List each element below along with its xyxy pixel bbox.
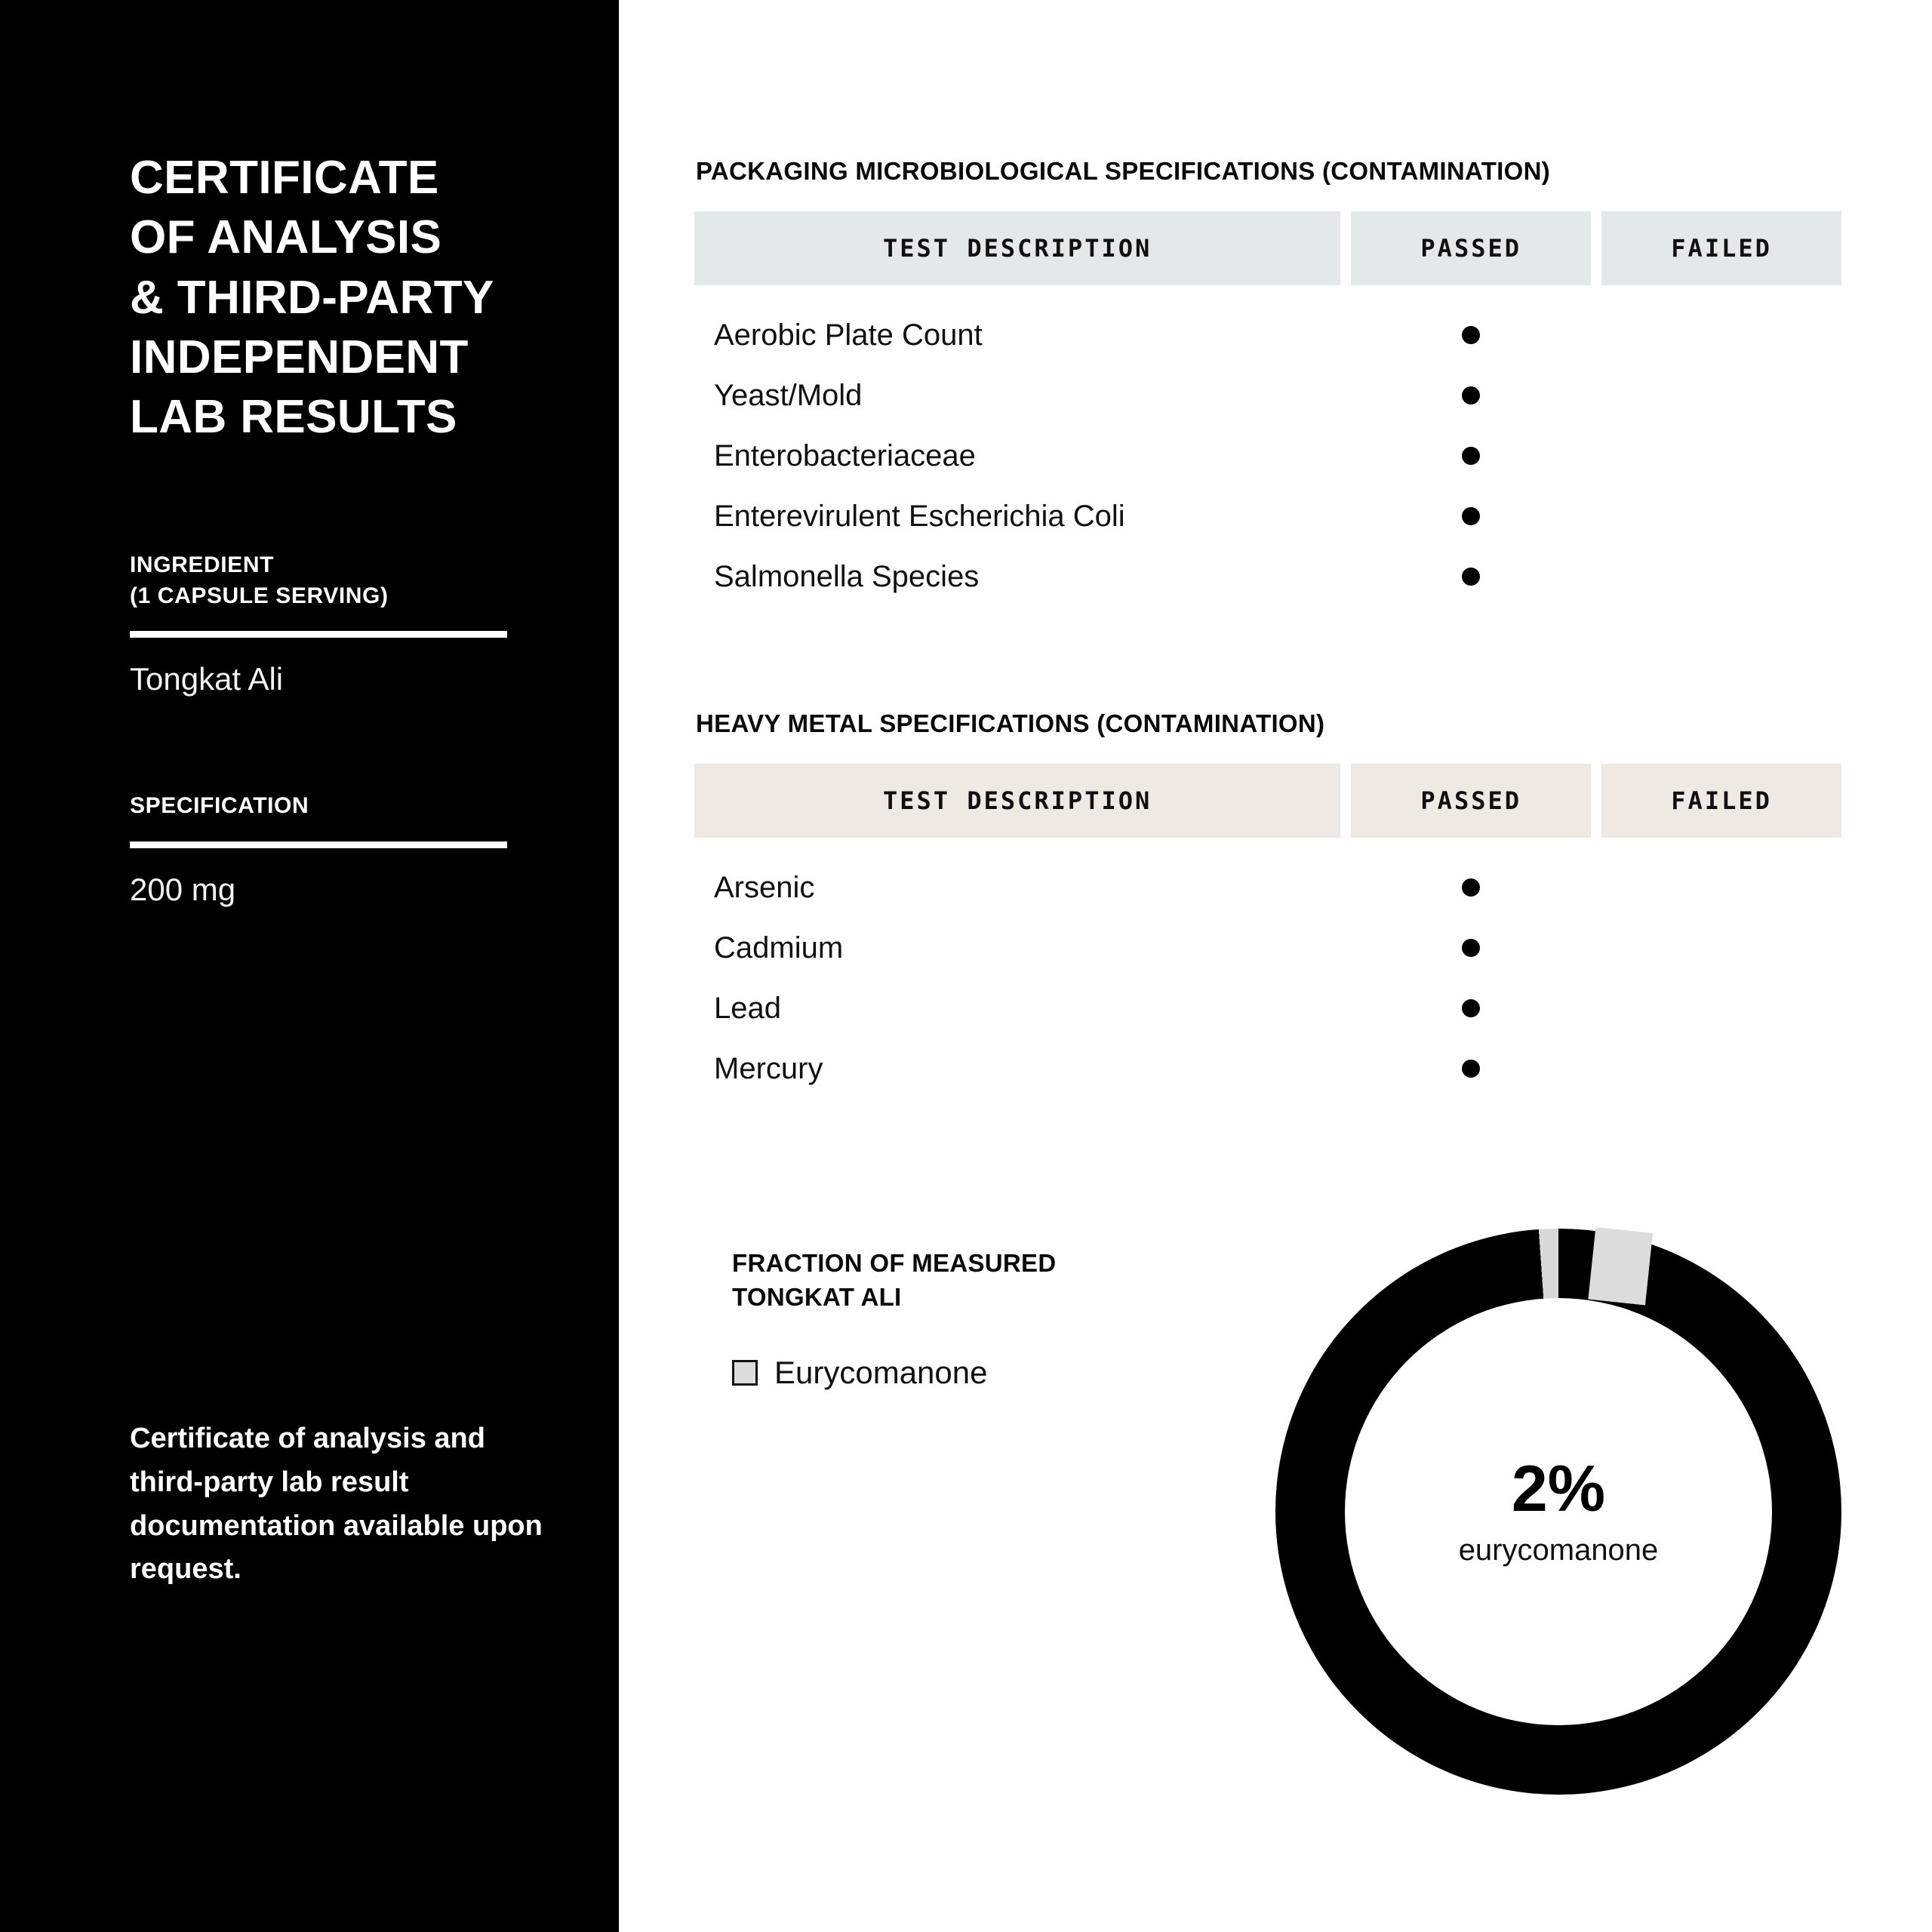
- legend-swatch-icon: [732, 1360, 758, 1386]
- table-row: [694, 365, 1841, 426]
- metal-row-failed-cell: [1601, 939, 1841, 957]
- metal-row-description: Cadmium: [714, 931, 844, 964]
- heavy-metal-results-table: [694, 764, 1841, 1099]
- failed-dot-icon: [1712, 326, 1730, 344]
- page-title-line-4: INDEPENDENT: [130, 331, 469, 384]
- page-title-line-3: & THIRD-PARTY: [130, 271, 494, 324]
- page-title-line-1: CERTIFICATE: [130, 152, 439, 204]
- chart-legend: [732, 1355, 1268, 1391]
- spacer: [694, 838, 1841, 857]
- passed-dot-icon: [1462, 326, 1480, 344]
- ingredient-label-line-2: (1 CAPSULE SERVING): [130, 583, 389, 608]
- table-row: [694, 857, 1841, 918]
- metal-row-passed-cell: [1351, 1060, 1591, 1078]
- page-title-line-5: LAB RESULTS: [130, 391, 457, 444]
- table-row: [694, 486, 1841, 546]
- ingredient-label-line-1: INGREDIENT: [130, 552, 275, 577]
- donut-slice-eurycomanone: [1588, 1227, 1653, 1305]
- ingredient-block: [130, 550, 491, 699]
- metal-row-failed-cell: [1601, 1060, 1841, 1078]
- page-title-line-2: OF ANALYSIS: [130, 211, 442, 264]
- metal-table-header-row: [694, 764, 1841, 838]
- metal-header-description: TEST DESCRIPTION: [694, 764, 1340, 838]
- micro-row-failed-cell: [1601, 447, 1841, 465]
- failed-dot-icon: [1712, 939, 1730, 957]
- micro-header-passed: PASSED: [1351, 211, 1591, 285]
- table-row: [694, 426, 1841, 486]
- passed-dot-icon: [1462, 507, 1480, 525]
- failed-dot-icon: [1712, 999, 1730, 1017]
- micro-row-failed-cell: [1601, 507, 1841, 525]
- specification-block: [130, 791, 491, 909]
- metal-row-description: Arsenic: [714, 870, 815, 904]
- micro-row-description: Salmonella Species: [714, 559, 980, 593]
- metal-header-passed: PASSED: [1351, 764, 1591, 838]
- metal-header-failed: FAILED: [1601, 764, 1841, 838]
- eurycomanone-donut-chart: [1275, 1229, 1841, 1795]
- failed-dot-icon: [1712, 386, 1730, 405]
- ingredient-value: Tongkat Ali: [130, 661, 284, 697]
- metal-row-passed-cell: [1351, 939, 1591, 957]
- micro-row-failed-cell: [1601, 386, 1841, 405]
- ingredient-divider: [130, 631, 507, 638]
- passed-dot-icon: [1462, 386, 1480, 405]
- micro-header-failed: FAILED: [1601, 211, 1841, 285]
- table-row: [694, 918, 1841, 978]
- fraction-heading-line-1: FRACTION OF MEASURED: [732, 1249, 1057, 1277]
- failed-dot-icon: [1712, 878, 1730, 897]
- fraction-heading: [732, 1247, 1268, 1314]
- passed-dot-icon: [1462, 447, 1480, 465]
- failed-dot-icon: [1712, 1060, 1730, 1078]
- page-title: [130, 148, 494, 448]
- passed-dot-icon: [1462, 1060, 1480, 1078]
- micro-row-description: Yeast/Mold: [714, 378, 863, 412]
- table-row: [694, 978, 1841, 1038]
- metal-row-description: Lead: [714, 991, 781, 1025]
- micro-row-failed-cell: [1601, 326, 1841, 344]
- micro-row-description: Enterevirulent Escherichia Coli: [714, 499, 1125, 533]
- micro-row-passed-cell: [1351, 326, 1591, 344]
- metal-row-passed-cell: [1351, 999, 1591, 1017]
- micro-row-passed-cell: [1351, 386, 1591, 405]
- fraction-text-column: [694, 1247, 1268, 1391]
- micro-row-description: Aerobic Plate Count: [714, 318, 983, 352]
- specification-divider: [130, 841, 507, 848]
- micro-row-passed-cell: [1351, 568, 1591, 586]
- micro-results-table: [694, 211, 1841, 607]
- legend-label: Eurycomanone: [774, 1355, 988, 1391]
- table-row: [694, 546, 1841, 607]
- metal-row-failed-cell: [1601, 878, 1841, 897]
- footnote-text: Certificate of analysis and third-party lab result documentation available upon request.: [130, 1423, 543, 1586]
- donut-center: [1345, 1298, 1772, 1725]
- micro-row-failed-cell: [1601, 568, 1841, 586]
- spacer: [694, 285, 1841, 305]
- fraction-heading-line-2: TONGKAT ALI: [732, 1282, 902, 1311]
- failed-dot-icon: [1712, 507, 1730, 525]
- failed-dot-icon: [1712, 447, 1730, 465]
- specification-label: SPECIFICATION: [130, 792, 309, 818]
- micro-row-passed-cell: [1351, 507, 1591, 525]
- passed-dot-icon: [1462, 999, 1480, 1017]
- micro-row-passed-cell: [1351, 447, 1591, 465]
- metal-row-failed-cell: [1601, 999, 1841, 1017]
- specification-value: 200 mg: [130, 871, 236, 907]
- metal-row-description: Mercury: [714, 1051, 823, 1085]
- passed-dot-icon: [1462, 939, 1480, 957]
- table-row: [694, 305, 1841, 365]
- section-spacer: [694, 607, 1841, 709]
- failed-dot-icon: [1712, 568, 1730, 586]
- main-content: [619, 0, 1932, 1932]
- micro-table-header-row: [694, 211, 1841, 285]
- sidebar: [0, 0, 619, 1932]
- ingredient-label: [130, 550, 491, 612]
- fraction-section: [694, 1247, 1841, 1795]
- passed-dot-icon: [1462, 568, 1480, 586]
- table-row: [694, 1038, 1841, 1099]
- donut-value: 2%: [1511, 1452, 1606, 1525]
- micro-section-heading: PACKAGING MICROBIOLOGICAL SPECIFICATIONS (CONTAMINATION): [696, 157, 1551, 185]
- micro-header-description: TEST DESCRIPTION: [694, 211, 1340, 285]
- micro-row-description: Enterobacteriaceae: [714, 438, 976, 472]
- passed-dot-icon: [1462, 878, 1480, 897]
- donut-caption: eurycomanone: [1458, 1533, 1659, 1567]
- metal-section-heading: HEAVY METAL SPECIFICATIONS (CONTAMINATION): [696, 709, 1325, 737]
- metal-row-passed-cell: [1351, 878, 1591, 897]
